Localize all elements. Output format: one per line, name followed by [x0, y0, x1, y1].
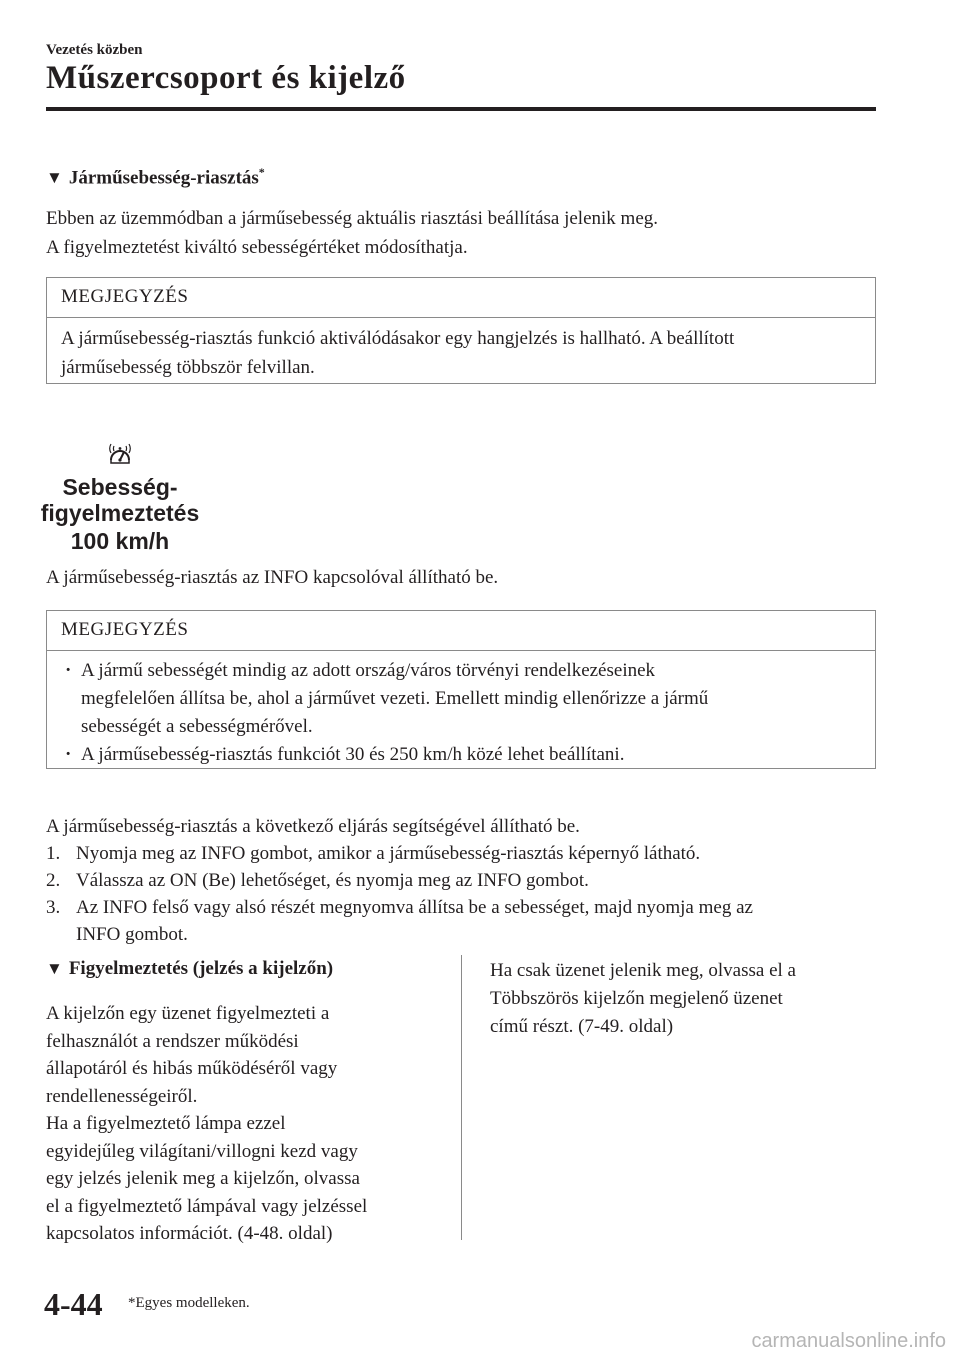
procedure-step [46, 894, 876, 948]
page-number: 4-44 [44, 1286, 103, 1322]
column-line: felhasználót a rendszer működési [46, 1030, 299, 1052]
bullet-mark: · [65, 744, 72, 765]
section-marker: ▼ [46, 959, 63, 978]
section-heading-speed-alarm [46, 165, 265, 189]
note-box [46, 277, 876, 384]
bullet-line: sebességét a sebességmérővel. [81, 716, 313, 737]
step-number: 2. [46, 870, 61, 891]
speed-alarm-display [40, 440, 200, 556]
procedure-intro: A járműsebesség-riasztás a következő eljárás segítségével állítható be. [46, 816, 580, 837]
intro-paragraph [46, 204, 876, 262]
step-text: Az INFO felső vagy alsó részét megnyomva állítsa be a sebességet, majd nyomja meg az [76, 897, 753, 918]
bullet-line: megfelelően állítsa be, ahol a járművet vezeti. Emellett mindig ellenőrizze a jármű [81, 688, 709, 709]
section-heading-text: Figyelmeztetés (jelzés a kijelzőn) [68, 958, 334, 979]
title-divider [46, 107, 876, 111]
bullet-line: A járműsebesség-riasztás funkciót 30 és 250 km/h közé lehet beállítani. [81, 744, 625, 765]
note-title: MEGJEGYZÉS [47, 611, 875, 651]
note-body [47, 318, 875, 388]
section-heading-warning [46, 958, 333, 980]
warning-left-column [46, 1000, 451, 1248]
note-line: járműsebesség többször felvillan. [61, 357, 315, 378]
step-text: Válassza az ON (Be) lehetőséget, és nyomja meg az INFO gombot. [76, 870, 589, 891]
page-title: Műszercsoport és kijelző [46, 60, 406, 96]
step-text: Nyomja meg az INFO gombot, amikor a járműsebesség-riasztás képernyő látható. [76, 843, 701, 864]
section-heading-text: Járműsebesség-riasztás [68, 167, 259, 189]
info-switch-text: A járműsebesség-riasztás az INFO kapcsolóval állítható be. [46, 567, 499, 588]
bullet-line: A jármű sebességét mindig az adott ország/város törvényi rendelkezéseinek [81, 660, 656, 681]
note-bullet [61, 741, 861, 769]
column-line: egyidejűleg világítani/villogni kezd vagy [46, 1140, 358, 1162]
chapter-label: Vezetés közben [46, 42, 143, 58]
column-line: című részt. (7-49. oldal) [490, 1016, 674, 1037]
bullet-mark: · [65, 660, 72, 681]
column-line: A kijelzőn egy üzenet figyelmezteti a [46, 1003, 330, 1024]
step-number: 3. [46, 897, 61, 918]
step-number: 1. [46, 843, 61, 864]
note-line: A járműsebesség-riasztás funkció aktiválódásakor egy hangjelzés is hallható. A beállított [61, 328, 735, 349]
watermark: carmanualsonline.info [751, 1330, 946, 1352]
intro-line: Ebben az üzemmódban a járműsebesség aktuális riasztási beállítása jelenik meg. [46, 208, 658, 229]
column-line: rendellenességeiről. [46, 1085, 198, 1107]
column-line: Többszörös kijelzőn megjelenő üzenet [490, 988, 783, 1009]
display-line: figyelmeztetés [40, 500, 200, 526]
note-bullet [61, 657, 861, 741]
procedure-step [46, 840, 876, 867]
step-text: INFO gombot. [76, 924, 188, 945]
column-line: állapotáról és hibás működéséről vagy [46, 1058, 338, 1079]
asterisk-mark: * [258, 165, 265, 179]
display-line: Sebesség- [62, 474, 178, 500]
column-divider [461, 955, 462, 1240]
procedure [46, 813, 876, 948]
procedure-step [46, 867, 876, 894]
column-line: Ha a figyelmeztető lámpa ezzel [46, 1113, 286, 1134]
note-title: MEGJEGYZÉS [47, 278, 875, 318]
column-line: el a figyelmeztető lámpával vagy jelzéssel [46, 1195, 368, 1217]
display-speed-value: 100 km/h [70, 528, 170, 554]
footnote: *Egyes modelleken. [128, 1295, 250, 1311]
note-body [47, 651, 875, 775]
column-line: Ha csak üzenet jelenik meg, olvassa el a [490, 960, 796, 981]
column-line: kapcsolatos információt. (4-48. oldal) [46, 1223, 333, 1244]
section-marker: ▼ [46, 168, 63, 188]
speed-alarm-icon [102, 442, 138, 472]
column-line: egy jelzés jelenik meg a kijelzőn, olvassa [46, 1168, 360, 1189]
note-box [46, 610, 876, 769]
intro-line: A figyelmeztetést kiváltó sebességértéket módosíthatja. [46, 237, 468, 258]
warning-right-column [490, 957, 880, 1041]
